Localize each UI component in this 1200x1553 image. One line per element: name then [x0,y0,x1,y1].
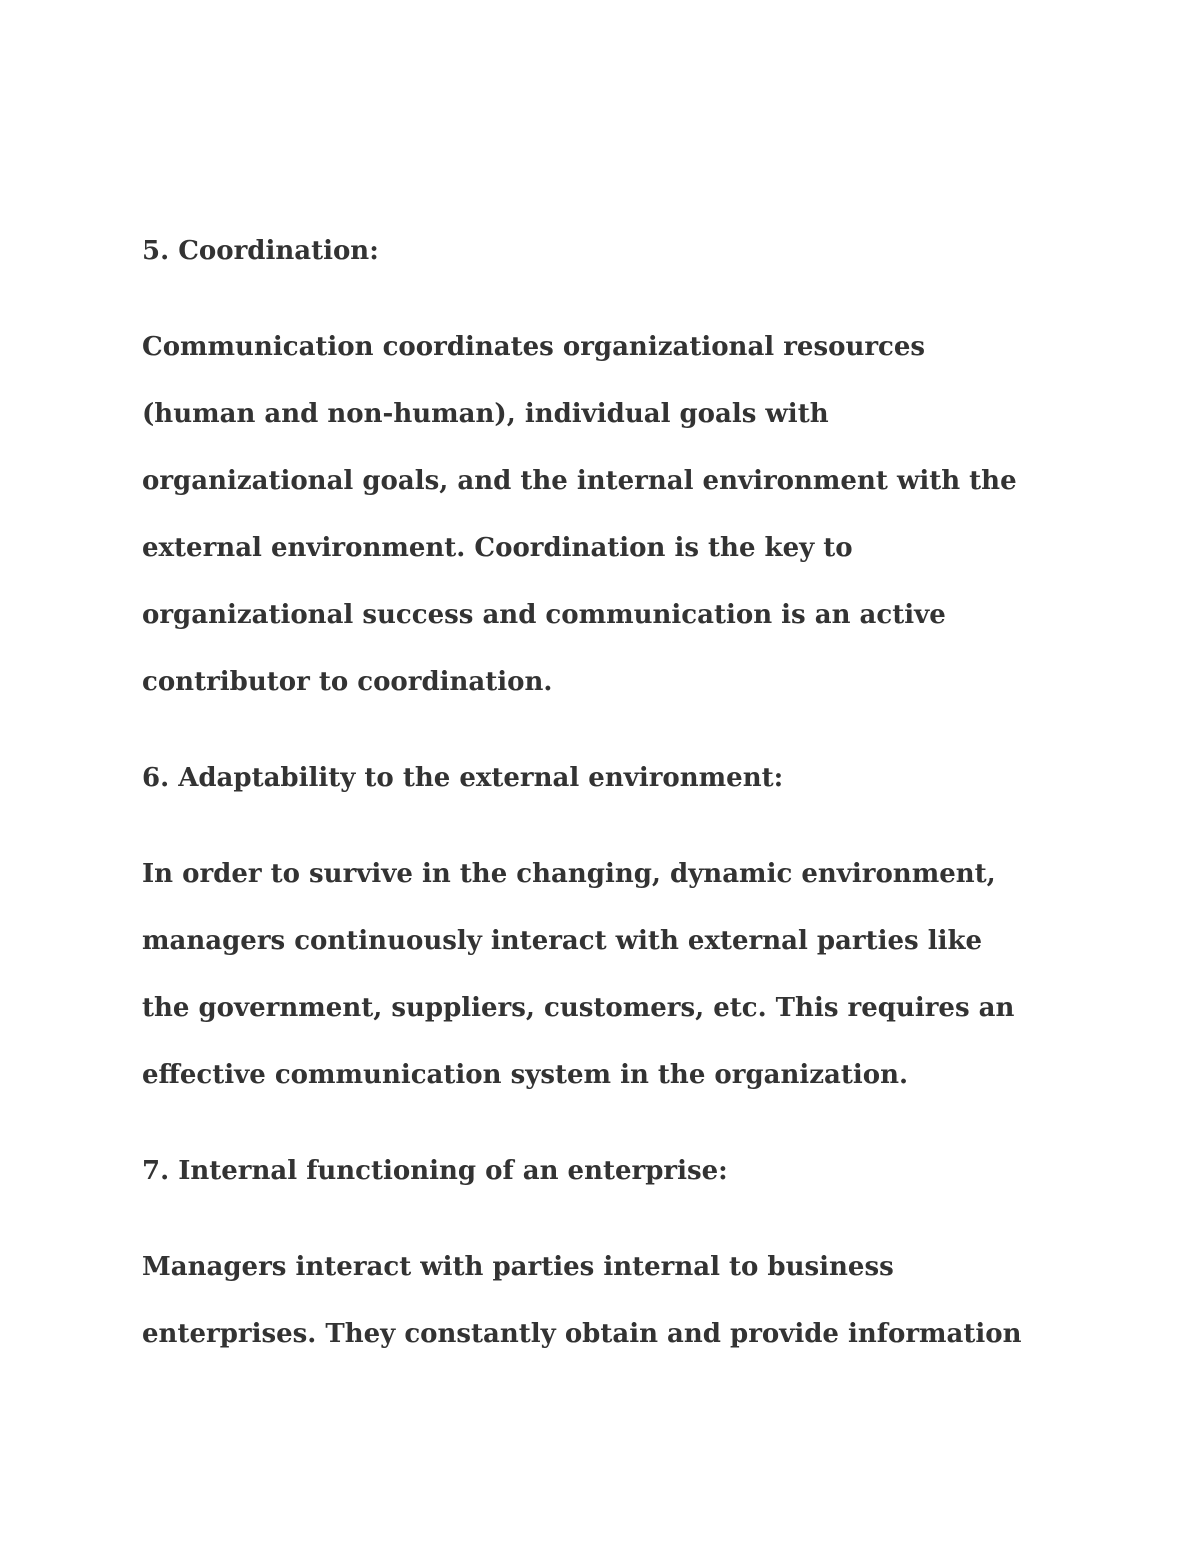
document-body [142,218,1072,1368]
section-heading: 6. Adaptability to the external environment: [142,763,784,793]
paragraph-line: enterprises. They constantly obtain and provide information [142,1319,1022,1349]
section-heading: 7. Internal functioning of an enterprise: [142,1156,728,1186]
paragraph-line: contributor to coordination. [142,667,553,697]
paragraph-line: managers continuously interact with external parties like [142,926,983,956]
section-7 [142,1138,1072,1205]
paragraph-line: In order to survive in the changing, dynamic environment, [142,859,996,889]
section-paragraph [142,314,1072,716]
paragraph-line: external environment. Coordination is the key to [142,533,853,563]
paragraph-line: organizational success and communication is an active [142,600,946,630]
paragraph-line: Communication coordinates organizational resources [142,332,926,362]
section-6 [142,745,1072,812]
section-heading: 5. Coordination: [142,236,379,266]
paragraph-line: (human and non-human), individual goals with [142,399,829,429]
paragraph-line: effective communication system in the organization. [142,1060,909,1090]
paragraph-line: organizational goals, and the internal environment with the [142,466,1017,496]
section-paragraph [142,841,1072,1109]
paragraph-line: Managers interact with parties internal to business [142,1252,894,1282]
section-paragraph [142,1234,1072,1368]
section-5 [142,218,1072,285]
paragraph-line: the government, suppliers, customers, etc. This requires an [142,993,1015,1023]
